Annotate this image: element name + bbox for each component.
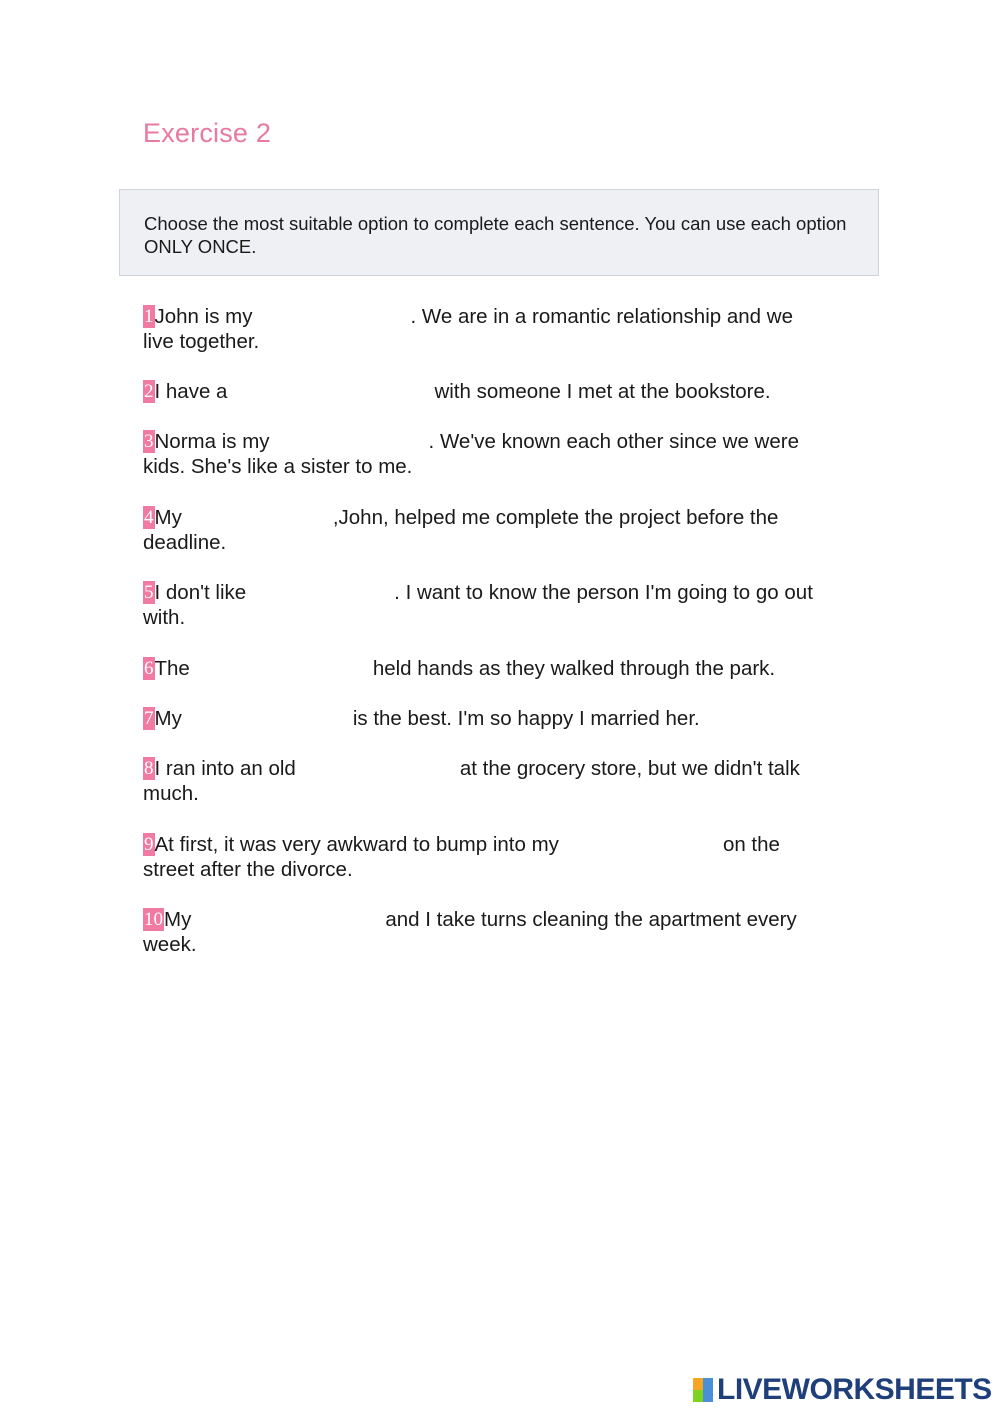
- question-text-after: on the: [722, 833, 780, 856]
- question-1: [143, 304, 855, 354]
- question-text-before: My: [164, 908, 192, 931]
- question-text-continued: much.: [143, 782, 199, 805]
- question-text-after: held hands as they walked through the park.: [372, 657, 776, 680]
- question-text-after: and I take turns cleaning the apartment every: [385, 908, 797, 931]
- question-text-before: Norma is my: [154, 430, 270, 453]
- question-text-after: ,John, helped me complete the project before the: [332, 506, 779, 529]
- question-text-after: . We are in a romantic relationship and we: [410, 305, 793, 328]
- question-text-before: At first, it was very awkward to bump into my: [154, 833, 559, 856]
- question-text-before: I have a: [154, 380, 228, 403]
- question-text-continued: street after the divorce.: [143, 858, 353, 881]
- question-9: [143, 832, 855, 882]
- question-number: 7: [144, 708, 154, 729]
- question-5: [143, 580, 855, 630]
- question-3: [143, 429, 855, 479]
- question-text-after: . We've known each other since we were: [428, 430, 799, 453]
- question-text-before: I ran into an old: [154, 757, 296, 780]
- question-text-continued: deadline.: [143, 531, 227, 554]
- instructions-box: [119, 189, 879, 276]
- question-text-continued: week.: [143, 933, 197, 956]
- question-text-after: with someone I met at the bookstore.: [434, 380, 771, 403]
- question-8: [143, 756, 855, 806]
- question-text-after: is the best. I'm so happy I married her.: [352, 707, 700, 730]
- question-text-continued: kids. She's like a sister to me.: [143, 455, 413, 478]
- question-number: 5: [144, 582, 154, 603]
- question-text-before: My: [154, 506, 182, 529]
- question-7: [143, 706, 855, 731]
- question-number: 10: [144, 909, 163, 930]
- question-6: [143, 656, 855, 681]
- question-text-continued: live together.: [143, 330, 260, 353]
- question-number: 3: [144, 431, 154, 452]
- liveworksheets-logo-icon: [693, 1378, 713, 1402]
- logo-text: LIVEWORKSHEETS: [717, 1373, 992, 1406]
- question-text-after: at the grocery store, but we didn't talk: [459, 757, 800, 780]
- question-number: 6: [144, 658, 154, 679]
- question-4: [143, 505, 855, 555]
- question-text-before: John is my: [154, 305, 253, 328]
- question-number: 8: [144, 758, 154, 779]
- question-number: 1: [144, 306, 154, 327]
- question-text-before: I don't like: [154, 581, 247, 604]
- question-text-continued: with.: [143, 606, 186, 629]
- question-10: [143, 907, 855, 957]
- question-number: 2: [144, 381, 154, 402]
- question-text-after: . I want to know the person I'm going to go out: [394, 581, 813, 604]
- instructions-text: Choose the most suitable option to complete each sentence. You can use each option ONLY ONCE.: [144, 213, 847, 257]
- question-number: 9: [144, 834, 154, 855]
- question-number: 4: [144, 507, 154, 528]
- liveworksheets-logo: [693, 1374, 992, 1406]
- question-2: [143, 379, 855, 404]
- question-text-before: The: [154, 657, 190, 680]
- question-text-before: My: [154, 707, 182, 730]
- exercise-title: Exercise 2: [143, 118, 272, 148]
